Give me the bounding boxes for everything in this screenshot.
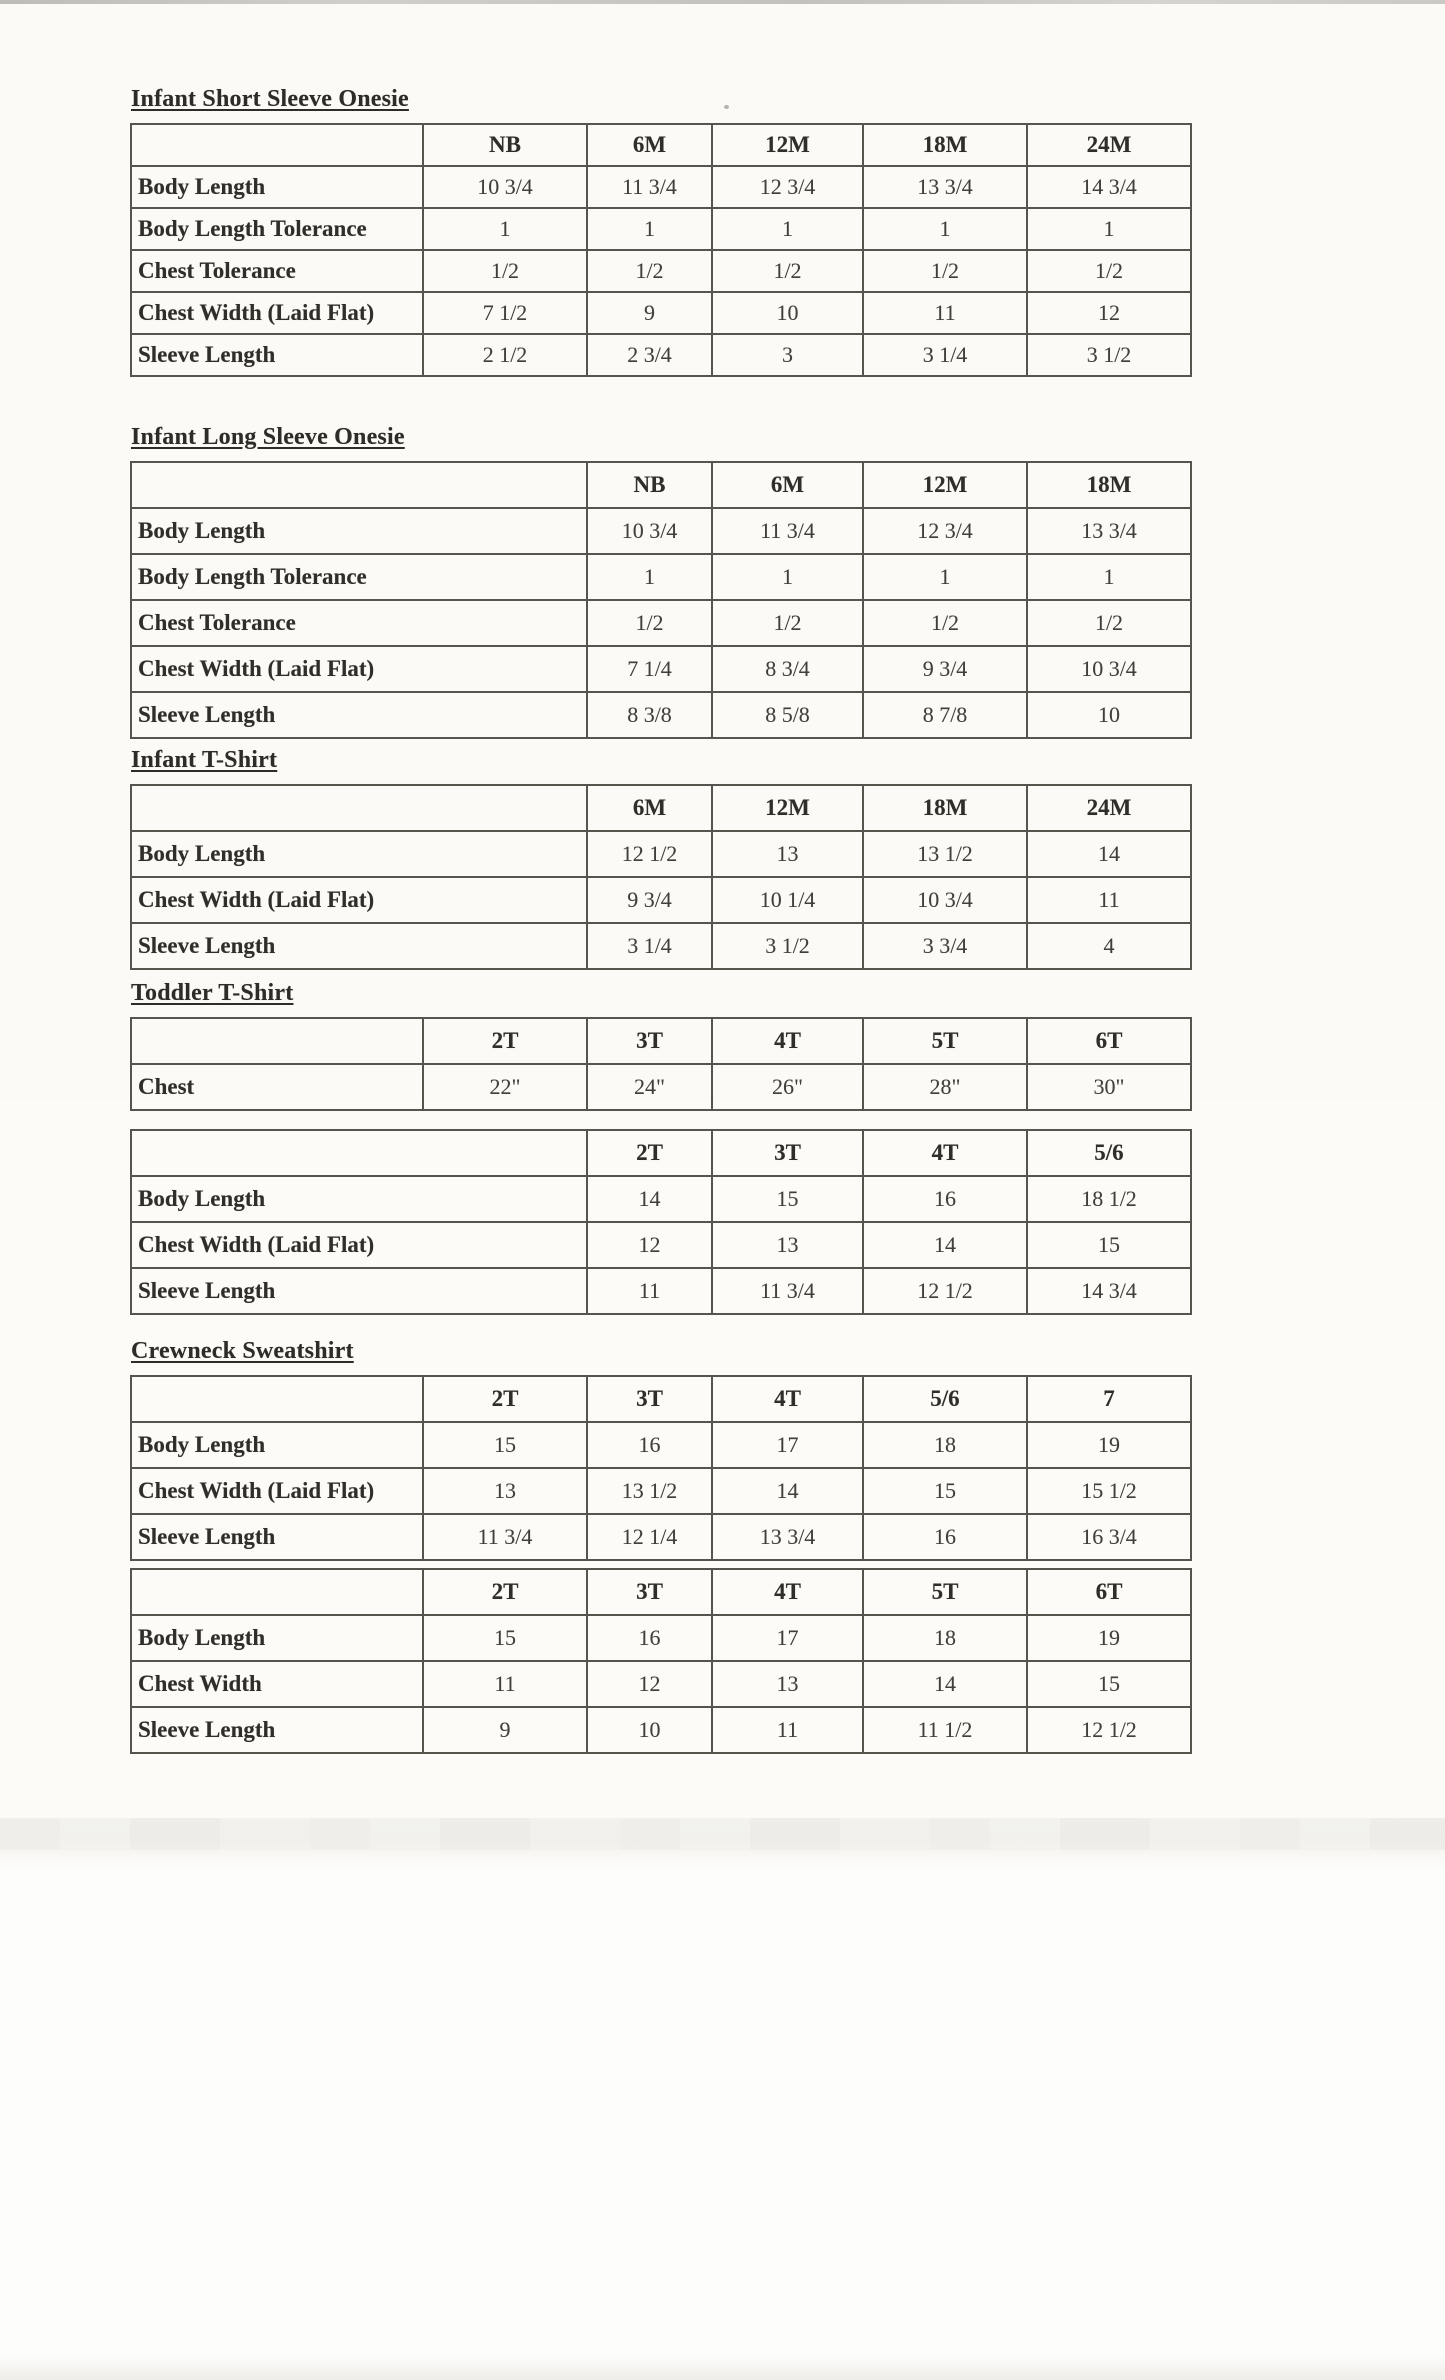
table-row — [131, 1514, 1191, 1560]
cell-value: 11 — [587, 1268, 712, 1314]
cell-value: 1 — [1027, 554, 1191, 600]
column-header: 18M — [863, 785, 1027, 831]
table-title: Infant Short Sleeve Onesie — [131, 86, 409, 112]
column-header: 2T — [423, 1569, 587, 1615]
cell-value: 1/2 — [587, 250, 712, 292]
cell-value: 10 — [712, 292, 863, 334]
cell-value: 12 3/4 — [712, 166, 863, 208]
scan-edge-artifact — [0, 0, 1445, 4]
column-header: 6M — [712, 462, 863, 508]
row-label: Sleeve Length — [131, 1707, 423, 1753]
cell-value: 10 — [587, 1707, 712, 1753]
table-row — [131, 508, 1191, 554]
cell-value: 12 3/4 — [863, 508, 1027, 554]
cell-value: 13 3/4 — [863, 166, 1027, 208]
cell-value: 13 — [712, 831, 863, 877]
table-row — [131, 646, 1191, 692]
row-label: Sleeve Length — [131, 923, 587, 969]
cell-value: 10 1/4 — [712, 877, 863, 923]
table-title: Infant Long Sleeve Onesie — [131, 424, 405, 450]
table-row — [131, 1422, 1191, 1468]
cell-value: 7 1/4 — [587, 646, 712, 692]
table-row — [131, 692, 1191, 738]
cell-value: 12 1/2 — [587, 831, 712, 877]
cell-value: 13 — [712, 1661, 863, 1707]
cell-value: 18 — [863, 1422, 1027, 1468]
column-header: 3T — [587, 1569, 712, 1615]
column-header: 4T — [712, 1569, 863, 1615]
cell-value: 11 3/4 — [423, 1514, 587, 1560]
size-table — [130, 1017, 1192, 1111]
column-header: 5T — [863, 1018, 1027, 1064]
cell-value: 13 — [712, 1222, 863, 1268]
column-header: 7 — [1027, 1376, 1191, 1422]
column-header: 12M — [712, 124, 863, 166]
row-label: Body Length — [131, 166, 423, 208]
cell-value: 1/2 — [863, 250, 1027, 292]
column-header: 6T — [1027, 1018, 1191, 1064]
column-header: 6M — [587, 785, 712, 831]
size-chart-document — [130, 85, 1190, 1754]
cell-value: 12 1/2 — [863, 1268, 1027, 1314]
cell-value: 3 1/2 — [1027, 334, 1191, 376]
header-row — [131, 1569, 1191, 1615]
column-header: 5/6 — [863, 1376, 1027, 1422]
corner-cell — [131, 785, 587, 831]
cell-value: 12 — [587, 1222, 712, 1268]
corner-cell — [131, 462, 587, 508]
cell-value: 1/2 — [423, 250, 587, 292]
cell-value: 9 — [587, 292, 712, 334]
size-table-section — [130, 85, 1190, 377]
cell-value: 8 3/4 — [712, 646, 863, 692]
cell-value: 10 3/4 — [423, 166, 587, 208]
cell-value: 12 — [1027, 292, 1191, 334]
cell-value: 17 — [712, 1615, 863, 1661]
cell-value: 1/2 — [712, 600, 863, 646]
cell-value: 15 — [863, 1468, 1027, 1514]
column-header: 18M — [863, 124, 1027, 166]
size-table — [130, 1568, 1192, 1754]
cell-value: 15 — [1027, 1222, 1191, 1268]
column-header: 4T — [863, 1130, 1027, 1176]
column-header: 12M — [712, 785, 863, 831]
size-table — [130, 123, 1192, 377]
column-header: 3T — [712, 1130, 863, 1176]
table-row — [131, 554, 1191, 600]
size-table — [130, 1375, 1192, 1561]
row-label: Chest Tolerance — [131, 250, 423, 292]
cell-value: 16 — [587, 1615, 712, 1661]
cell-value: 1/2 — [1027, 600, 1191, 646]
size-table — [130, 461, 1192, 739]
corner-cell — [131, 1569, 423, 1615]
table-row — [131, 877, 1191, 923]
cell-value: 4 — [1027, 923, 1191, 969]
cell-value: 16 3/4 — [1027, 1514, 1191, 1560]
cell-value: 10 3/4 — [587, 508, 712, 554]
table-row — [131, 1615, 1191, 1661]
cell-value: 9 3/4 — [587, 877, 712, 923]
row-label: Chest — [131, 1064, 423, 1110]
row-label: Chest Width (Laid Flat) — [131, 877, 587, 923]
corner-cell — [131, 1130, 587, 1176]
row-label: Chest Width — [131, 1661, 423, 1707]
cell-value: 13 — [423, 1468, 587, 1514]
table-row — [131, 1707, 1191, 1753]
cell-value: 7 1/2 — [423, 292, 587, 334]
row-label: Body Length — [131, 508, 587, 554]
table-title: Crewneck Sweatshirt — [131, 1338, 354, 1364]
column-header: NB — [423, 124, 587, 166]
cell-value: 16 — [863, 1176, 1027, 1222]
cell-value: 1 — [712, 554, 863, 600]
table-row — [131, 1222, 1191, 1268]
column-header: NB — [587, 462, 712, 508]
row-label: Sleeve Length — [131, 692, 587, 738]
cell-value: 11 — [1027, 877, 1191, 923]
size-table-section — [130, 1129, 1190, 1315]
cell-value: 18 — [863, 1615, 1027, 1661]
column-header: 24M — [1027, 785, 1191, 831]
cell-value: 14 — [587, 1176, 712, 1222]
size-table — [130, 784, 1192, 970]
cell-value: 14 — [1027, 831, 1191, 877]
size-table — [130, 1129, 1192, 1315]
row-label: Chest Width (Laid Flat) — [131, 1222, 587, 1268]
cell-value: 10 3/4 — [1027, 646, 1191, 692]
cell-value: 2 3/4 — [587, 334, 712, 376]
header-row — [131, 124, 1191, 166]
cell-value: 26" — [712, 1064, 863, 1110]
row-label: Chest Width (Laid Flat) — [131, 1468, 423, 1514]
cell-value: 15 — [423, 1422, 587, 1468]
size-table-section — [130, 1568, 1190, 1754]
table-title: Toddler T-Shirt — [131, 980, 294, 1006]
table-row — [131, 831, 1191, 877]
table-row — [131, 166, 1191, 208]
cell-value: 11 3/4 — [712, 508, 863, 554]
table-title: Infant T-Shirt — [131, 747, 278, 773]
size-table-section — [130, 1337, 1190, 1561]
column-header: 12M — [863, 462, 1027, 508]
cell-value: 3 — [712, 334, 863, 376]
cell-value: 2 1/2 — [423, 334, 587, 376]
table-row — [131, 250, 1191, 292]
table-row — [131, 334, 1191, 376]
table-row — [131, 1268, 1191, 1314]
row-label: Body Length — [131, 1176, 587, 1222]
column-header: 24M — [1027, 124, 1191, 166]
cell-value: 1/2 — [712, 250, 863, 292]
cell-value: 16 — [587, 1422, 712, 1468]
cell-value: 11 — [863, 292, 1027, 334]
column-header: 2T — [587, 1130, 712, 1176]
row-label: Body Length — [131, 831, 587, 877]
table-row — [131, 208, 1191, 250]
header-row — [131, 1130, 1191, 1176]
size-table-section — [130, 979, 1190, 1111]
corner-cell — [131, 124, 423, 166]
cell-value: 3 1/4 — [863, 334, 1027, 376]
column-header: 5T — [863, 1569, 1027, 1615]
header-row — [131, 462, 1191, 508]
cell-value: 11 1/2 — [863, 1707, 1027, 1753]
column-header: 6M — [587, 124, 712, 166]
row-label: Body Length — [131, 1615, 423, 1661]
cell-value: 15 — [712, 1176, 863, 1222]
table-row — [131, 292, 1191, 334]
cell-value: 1/2 — [587, 600, 712, 646]
corner-cell — [131, 1376, 423, 1422]
cell-value: 11 3/4 — [712, 1268, 863, 1314]
cell-value: 1 — [863, 208, 1027, 250]
cell-value: 28" — [863, 1064, 1027, 1110]
cell-value: 12 1/4 — [587, 1514, 712, 1560]
cell-value: 13 3/4 — [1027, 508, 1191, 554]
row-label: Body Length Tolerance — [131, 208, 423, 250]
cell-value: 9 — [423, 1707, 587, 1753]
cell-value: 14 — [863, 1661, 1027, 1707]
column-header: 2T — [423, 1376, 587, 1422]
table-row — [131, 600, 1191, 646]
header-row — [131, 785, 1191, 831]
cell-value: 1 — [587, 208, 712, 250]
cell-value: 1/2 — [1027, 250, 1191, 292]
cell-value: 12 1/2 — [1027, 1707, 1191, 1753]
row-label: Chest Tolerance — [131, 600, 587, 646]
row-label: Chest Width (Laid Flat) — [131, 646, 587, 692]
cell-value: 13 3/4 — [712, 1514, 863, 1560]
cell-value: 1 — [863, 554, 1027, 600]
row-label: Sleeve Length — [131, 1514, 423, 1560]
cell-value: 10 3/4 — [863, 877, 1027, 923]
cell-value: 1 — [587, 554, 712, 600]
cell-value: 8 7/8 — [863, 692, 1027, 738]
cell-value: 1 — [423, 208, 587, 250]
cell-value: 30" — [1027, 1064, 1191, 1110]
cell-value: 14 3/4 — [1027, 1268, 1191, 1314]
column-header: 2T — [423, 1018, 587, 1064]
cell-value: 24" — [587, 1064, 712, 1110]
row-label: Sleeve Length — [131, 334, 423, 376]
column-header: 3T — [587, 1376, 712, 1422]
size-table-section — [130, 746, 1190, 970]
column-header: 18M — [1027, 462, 1191, 508]
column-header: 6T — [1027, 1569, 1191, 1615]
cell-value: 14 — [863, 1222, 1027, 1268]
cell-value: 11 — [423, 1661, 587, 1707]
cell-value: 1/2 — [863, 600, 1027, 646]
cell-value: 22" — [423, 1064, 587, 1110]
table-row — [131, 1064, 1191, 1110]
cell-value: 3 3/4 — [863, 923, 1027, 969]
table-row — [131, 1661, 1191, 1707]
size-table-section — [130, 423, 1190, 739]
cell-value: 18 1/2 — [1027, 1176, 1191, 1222]
cell-value: 14 — [712, 1468, 863, 1514]
cell-value: 3 1/4 — [587, 923, 712, 969]
cell-value: 19 — [1027, 1615, 1191, 1661]
header-row — [131, 1018, 1191, 1064]
table-row — [131, 1468, 1191, 1514]
scan-band-artifact — [0, 1818, 1445, 1850]
cell-value: 13 1/2 — [863, 831, 1027, 877]
cell-value: 10 — [1027, 692, 1191, 738]
column-header: 5/6 — [1027, 1130, 1191, 1176]
cell-value: 15 1/2 — [1027, 1468, 1191, 1514]
cell-value: 11 3/4 — [587, 166, 712, 208]
column-header: 4T — [712, 1376, 863, 1422]
cell-value: 8 3/8 — [587, 692, 712, 738]
row-label: Chest Width (Laid Flat) — [131, 292, 423, 334]
cell-value: 11 — [712, 1707, 863, 1753]
column-header: 3T — [587, 1018, 712, 1064]
cell-value: 12 — [587, 1661, 712, 1707]
cell-value: 1 — [1027, 208, 1191, 250]
cell-value: 9 3/4 — [863, 646, 1027, 692]
cell-value: 17 — [712, 1422, 863, 1468]
cell-value: 3 1/2 — [712, 923, 863, 969]
cell-value: 14 3/4 — [1027, 166, 1191, 208]
table-row — [131, 923, 1191, 969]
cell-value: 8 5/8 — [712, 692, 863, 738]
row-label: Body Length Tolerance — [131, 554, 587, 600]
table-row — [131, 1176, 1191, 1222]
cell-value: 13 1/2 — [587, 1468, 712, 1514]
cell-value: 15 — [423, 1615, 587, 1661]
header-row — [131, 1376, 1191, 1422]
cell-value: 15 — [1027, 1661, 1191, 1707]
row-label: Sleeve Length — [131, 1268, 587, 1314]
cell-value: 1 — [712, 208, 863, 250]
corner-cell — [131, 1018, 423, 1064]
cell-value: 19 — [1027, 1422, 1191, 1468]
row-label: Body Length — [131, 1422, 423, 1468]
cell-value: 16 — [863, 1514, 1027, 1560]
column-header: 4T — [712, 1018, 863, 1064]
